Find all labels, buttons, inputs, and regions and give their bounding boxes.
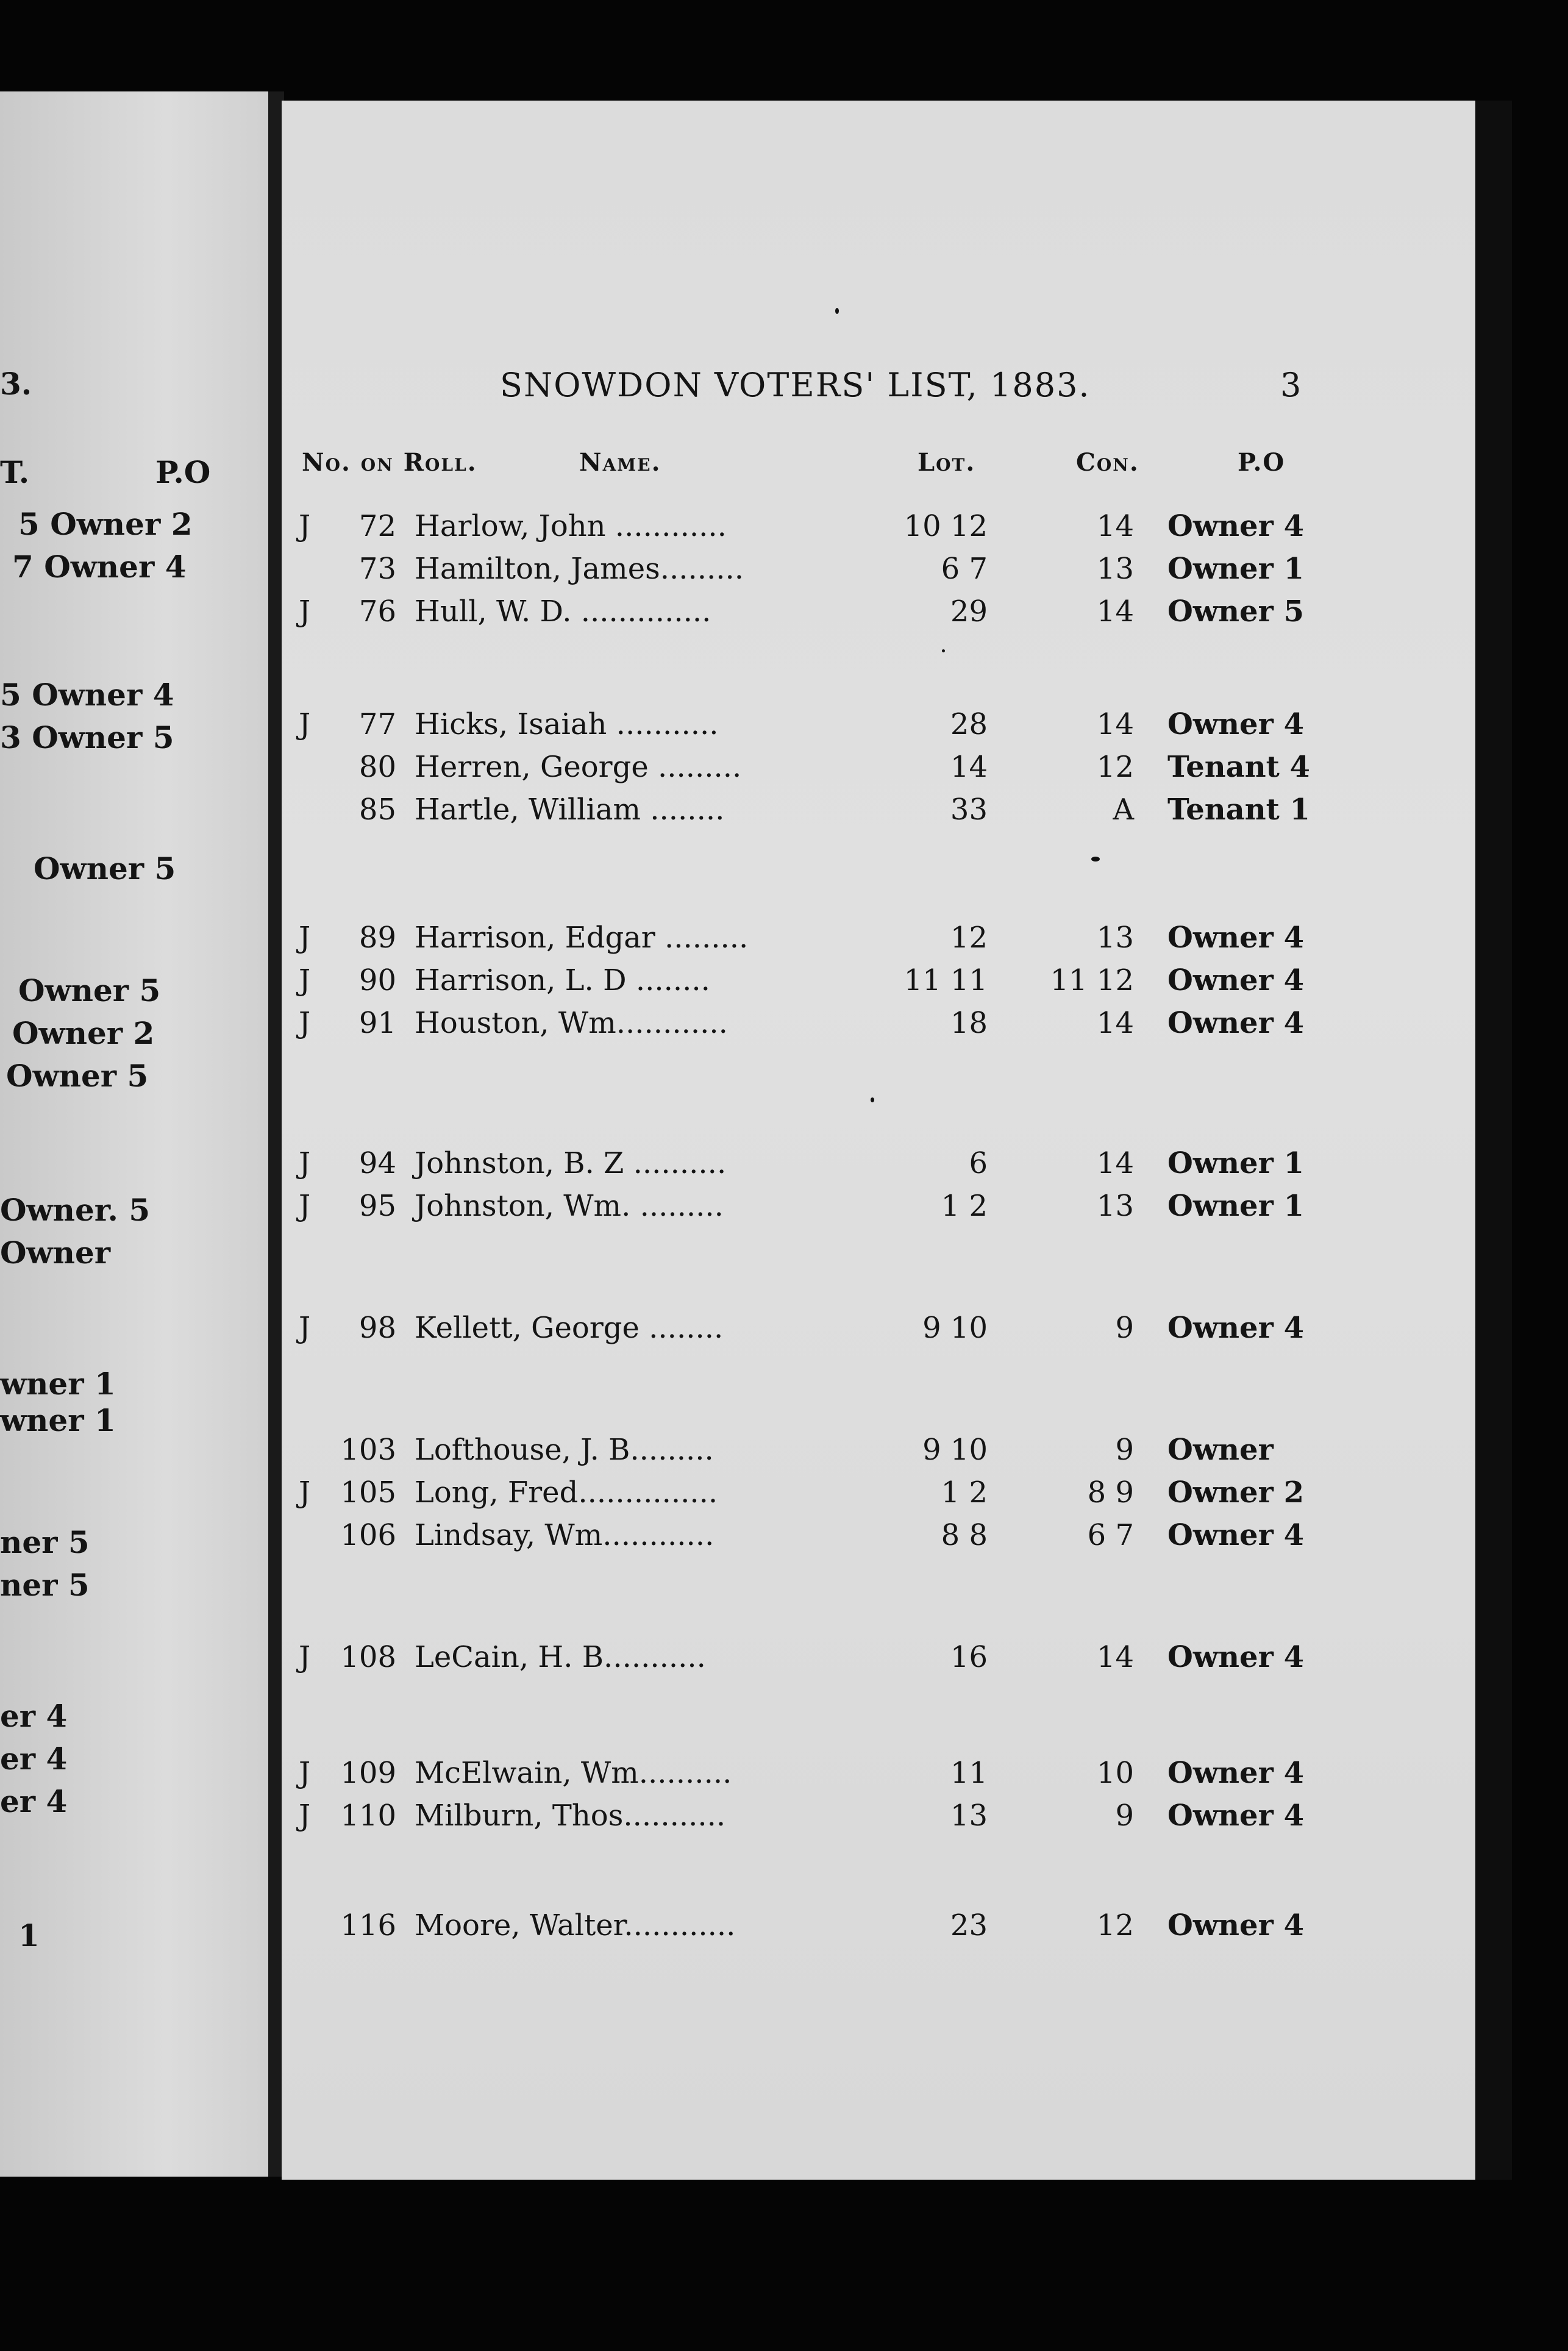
lot-number: 9 10 (922, 1433, 988, 1467)
lot-number: 16 (950, 1640, 988, 1674)
ink-speck (871, 1097, 874, 1102)
lot-number: 1 2 (941, 1475, 988, 1510)
lot-number: 9 10 (922, 1311, 988, 1345)
voter-row (0, 921, 1568, 957)
left-page-fragment: P.O (155, 454, 211, 490)
post-office-status: Owner 4 (1167, 707, 1304, 741)
concession-number: 13 (1096, 921, 1134, 955)
lot-number: 14 (950, 750, 988, 784)
voter-name: Houston, Wm............ (415, 1006, 728, 1040)
ink-speck (1091, 857, 1100, 862)
juror-mark: J (299, 707, 311, 741)
concession-number: 13 (1096, 1189, 1134, 1223)
voter-name: Hartle, William ........ (415, 793, 725, 827)
roll-number: 76 (358, 594, 396, 629)
left-page-fragment: Owner 5 (34, 851, 176, 887)
left-page-fragment: 5 Owner 4 (0, 677, 174, 713)
left-page (0, 91, 277, 2177)
roll-number: 105 (340, 1475, 396, 1510)
post-office-status: Owner 4 (1167, 921, 1304, 955)
concession-number: 10 (1096, 1756, 1134, 1790)
juror-mark: J (299, 1640, 311, 1674)
juror-mark: J (299, 963, 311, 997)
post-office-status: Owner 1 (1167, 552, 1304, 586)
voter-row (0, 1640, 1568, 1677)
voter-row (0, 1908, 1568, 1945)
voter-name: Milburn, Thos........... (415, 1799, 726, 1833)
voter-name: Lindsay, Wm............ (415, 1518, 715, 1552)
right-page (282, 101, 1477, 2180)
concession-number: 14 (1096, 594, 1134, 629)
left-page-fragment: 5 Owner 2 (18, 506, 193, 542)
roll-number: 77 (358, 707, 396, 741)
roll-number: 108 (340, 1640, 396, 1674)
lot-number: 8 8 (941, 1518, 988, 1552)
post-office-status: Owner 4 (1167, 1640, 1304, 1674)
left-page-fragment: Owner. 5 (0, 1192, 151, 1228)
post-office-status: Tenant 4 (1167, 750, 1310, 784)
voter-row (0, 552, 1568, 588)
voter-name: Long, Fred............... (415, 1475, 718, 1510)
left-page-fragment: 1 (18, 1918, 40, 1953)
juror-mark: J (299, 1146, 311, 1180)
roll-number: 80 (358, 750, 396, 784)
left-page-fragment: Owner 5 (18, 972, 161, 1008)
column-header-name: Name. (579, 448, 661, 477)
column-header-con: Con. (1076, 448, 1139, 477)
post-office-status: Owner 4 (1167, 1518, 1304, 1552)
lot-number: 11 (950, 1756, 988, 1790)
column-header-no-on-roll: No. on Roll. (302, 448, 477, 477)
left-page-fragment: 3. (0, 366, 32, 402)
voter-row (0, 1433, 1568, 1469)
voter-row (0, 1146, 1568, 1183)
left-page-fragment: ner 5 (0, 1567, 90, 1603)
roll-number: 91 (358, 1006, 396, 1040)
juror-mark: J (299, 509, 311, 543)
post-office-status: Owner 2 (1167, 1475, 1304, 1510)
roll-number: 89 (358, 921, 396, 955)
voter-row (0, 963, 1568, 1000)
post-office-status: Owner 1 (1167, 1189, 1304, 1223)
voter-row (0, 1799, 1568, 1835)
left-page-fragment: er 4 (0, 1698, 68, 1734)
lot-number: 12 (950, 921, 988, 955)
lot-number: 28 (950, 707, 988, 741)
left-page-fragment: 3 Owner 5 (0, 719, 174, 755)
lot-number: 18 (950, 1006, 988, 1040)
voter-row (0, 1518, 1568, 1555)
voter-name: Kellett, George ........ (415, 1311, 724, 1345)
roll-number: 109 (340, 1756, 396, 1790)
voter-name: Johnston, Wm. ......... (415, 1189, 724, 1223)
concession-number: 9 (1115, 1799, 1134, 1833)
concession-number: 11 12 (1050, 963, 1134, 997)
voter-name: Harlow, John ............ (415, 509, 727, 543)
concession-number: 12 (1096, 1908, 1134, 1943)
post-office-status: Owner 5 (1167, 594, 1304, 629)
voter-row (0, 1189, 1568, 1225)
concession-number: 14 (1096, 509, 1134, 543)
post-office-status: Owner (1167, 1433, 1274, 1467)
juror-mark: J (299, 594, 311, 629)
concession-number: 14 (1096, 1640, 1134, 1674)
left-page-fragment: Owner 5 (6, 1058, 149, 1094)
post-office-status: Owner 4 (1167, 1908, 1304, 1943)
voter-row (0, 707, 1568, 744)
left-page-fragment: ner 5 (0, 1524, 90, 1560)
lot-number: 13 (950, 1799, 988, 1833)
concession-number: 14 (1096, 1006, 1134, 1040)
voter-name: Hicks, Isaiah ........... (415, 707, 719, 741)
left-page-fragment: er 4 (0, 1741, 68, 1777)
column-header-po: P.O (1238, 448, 1286, 477)
voter-row (0, 793, 1568, 829)
left-page-fragment: wner 1 (0, 1366, 116, 1402)
post-office-status: Tenant 1 (1167, 793, 1310, 827)
voter-row (0, 1311, 1568, 1347)
roll-number: 103 (340, 1433, 396, 1467)
post-office-status: Owner 1 (1167, 1146, 1304, 1180)
ink-speck (942, 649, 945, 652)
roll-number: 95 (358, 1189, 396, 1223)
juror-mark: J (299, 1006, 311, 1040)
lot-number: 23 (950, 1908, 988, 1943)
roll-number: 85 (358, 793, 396, 827)
concession-number: 9 (1115, 1433, 1134, 1467)
lot-number: 6 7 (941, 552, 988, 586)
voter-row (0, 1756, 1568, 1793)
voter-row (0, 1475, 1568, 1512)
lot-number: 11 11 (903, 963, 988, 997)
voter-name: Hamilton, James......... (415, 552, 744, 586)
left-page-fragment: Owner (0, 1235, 111, 1271)
column-header-lot: Lot. (918, 448, 976, 477)
concession-number: 13 (1096, 552, 1134, 586)
voter-name: Lofthouse, J. B......... (415, 1433, 714, 1467)
ink-speck (835, 308, 839, 314)
concession-number: 12 (1096, 750, 1134, 784)
roll-number: 98 (358, 1311, 396, 1345)
roll-number: 72 (358, 509, 396, 543)
juror-mark: J (299, 1756, 311, 1790)
left-page-fragment: er 4 (0, 1783, 68, 1819)
voter-name: Johnston, B. Z .......... (415, 1146, 727, 1180)
voter-name: LeCain, H. B........... (415, 1640, 706, 1674)
concession-number: 14 (1096, 1146, 1134, 1180)
lot-number: 10 12 (903, 509, 988, 543)
concession-number: 9 (1115, 1311, 1134, 1345)
lot-number: 33 (950, 793, 988, 827)
juror-mark: J (299, 921, 311, 955)
roll-number: 116 (340, 1908, 396, 1943)
roll-number: 94 (358, 1146, 396, 1180)
post-office-status: Owner 4 (1167, 1756, 1304, 1790)
voter-name: Harrison, L. D ........ (415, 963, 710, 997)
voter-name: Hull, W. D. .............. (415, 594, 711, 629)
left-page-fragment: Owner 2 (12, 1015, 155, 1051)
post-office-status: Owner 4 (1167, 509, 1304, 543)
voter-row (0, 750, 1568, 787)
post-office-status: Owner 4 (1167, 1006, 1304, 1040)
voter-row (0, 1006, 1568, 1043)
voter-name: McElwain, Wm.......... (415, 1756, 732, 1790)
juror-mark: J (299, 1189, 311, 1223)
concession-number: 14 (1096, 707, 1134, 741)
voter-row (0, 509, 1568, 546)
page-title: SNOWDON VOTERS' LIST, 1883. (500, 366, 1091, 404)
concession-number: 6 7 (1087, 1518, 1134, 1552)
left-page-fragment: wner 1 (0, 1402, 116, 1438)
page-number: 3 (1280, 366, 1302, 404)
juror-mark: J (299, 1799, 311, 1833)
juror-mark: J (299, 1475, 311, 1510)
lot-number: 29 (950, 594, 988, 629)
concession-number: 8 9 (1087, 1475, 1134, 1510)
post-office-status: Owner 4 (1167, 1799, 1304, 1833)
voter-name: Harrison, Edgar ......... (415, 921, 749, 955)
page-edge (1475, 101, 1512, 2180)
left-page-fragment: T. (0, 454, 30, 490)
juror-mark: J (299, 1311, 311, 1345)
voter-name: Moore, Walter............ (415, 1908, 736, 1943)
lot-number: 1 2 (941, 1189, 988, 1223)
roll-number: 90 (358, 963, 396, 997)
roll-number: 73 (358, 552, 396, 586)
roll-number: 106 (340, 1518, 396, 1552)
post-office-status: Owner 4 (1167, 963, 1304, 997)
voter-name: Herren, George ......... (415, 750, 742, 784)
roll-number: 110 (340, 1799, 396, 1833)
concession-number: A (1113, 793, 1134, 827)
left-page-fragment: 7 Owner 4 (12, 549, 187, 585)
post-office-status: Owner 4 (1167, 1311, 1304, 1345)
lot-number: 6 (969, 1146, 988, 1180)
voter-row (0, 594, 1568, 631)
